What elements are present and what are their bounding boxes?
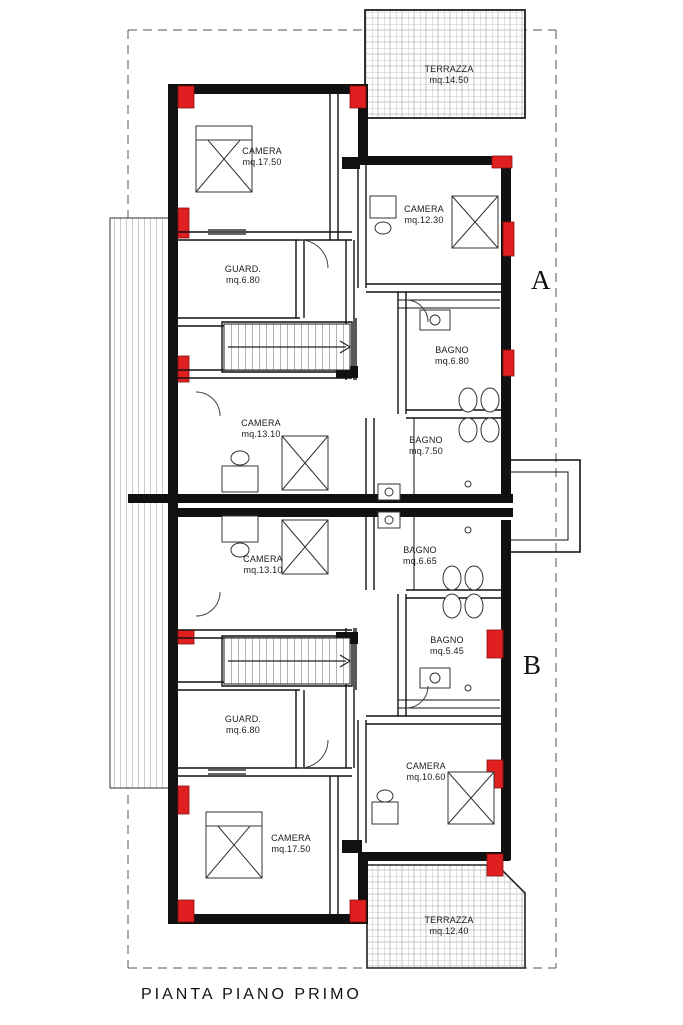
room-area: mq.6.80 bbox=[435, 356, 469, 366]
room-label bbox=[370, 545, 470, 567]
room-area: mq.6.65 bbox=[403, 556, 437, 566]
room-name: CAMERA bbox=[271, 833, 311, 843]
room-area: mq.17.50 bbox=[271, 844, 311, 854]
room-area: mq.14.50 bbox=[429, 75, 469, 85]
room-name: BAGNO bbox=[403, 545, 437, 555]
room-area: mq.6.80 bbox=[226, 275, 260, 285]
room-area: mq.17.50 bbox=[242, 157, 282, 167]
zone-label-a: A bbox=[531, 265, 551, 295]
room-label bbox=[376, 761, 476, 783]
room-label bbox=[193, 714, 293, 736]
room-name: TERRAZZA bbox=[424, 64, 474, 74]
right-protrusion bbox=[511, 460, 580, 552]
room-label bbox=[374, 204, 474, 226]
room-name: BAGNO bbox=[435, 345, 469, 355]
staircase-lower bbox=[224, 638, 350, 684]
room-label bbox=[241, 833, 341, 855]
room-area: mq.6.80 bbox=[226, 725, 260, 735]
room-label bbox=[399, 915, 499, 937]
room-name: BAGNO bbox=[430, 635, 464, 645]
room-name: GUARD. bbox=[224, 264, 262, 274]
room-name: CAMERA bbox=[404, 204, 444, 214]
room-area: mq.7.50 bbox=[409, 446, 443, 456]
room-name: CAMERA bbox=[243, 554, 283, 564]
room-name: GUARD. bbox=[224, 714, 262, 724]
room-name: CAMERA bbox=[241, 418, 281, 428]
zone-label-b: B bbox=[523, 650, 542, 680]
room-name: BAGNO bbox=[409, 435, 443, 445]
room-area: mq.13.10 bbox=[241, 429, 281, 439]
room-name: CAMERA bbox=[406, 761, 446, 771]
room-label bbox=[212, 146, 312, 168]
room-label bbox=[397, 635, 497, 657]
room-label bbox=[376, 435, 476, 457]
room-area: mq.10.60 bbox=[406, 772, 446, 782]
room-label bbox=[211, 418, 311, 440]
room-name: TERRAZZA bbox=[424, 915, 474, 925]
room-area: mq.13.10 bbox=[243, 565, 283, 575]
room-label bbox=[399, 64, 499, 86]
drawing-title: PIANTA PIANO PRIMO bbox=[141, 986, 362, 1003]
room-name: CAMERA bbox=[242, 146, 282, 156]
room-label bbox=[213, 554, 313, 576]
room-label bbox=[402, 345, 502, 367]
room-label bbox=[193, 264, 293, 286]
room-area: mq.12.40 bbox=[429, 926, 469, 936]
door-swings bbox=[196, 240, 428, 768]
staircase-upper bbox=[224, 324, 350, 370]
room-area: mq.5.45 bbox=[430, 646, 464, 656]
room-area: mq.12.30 bbox=[404, 215, 444, 225]
